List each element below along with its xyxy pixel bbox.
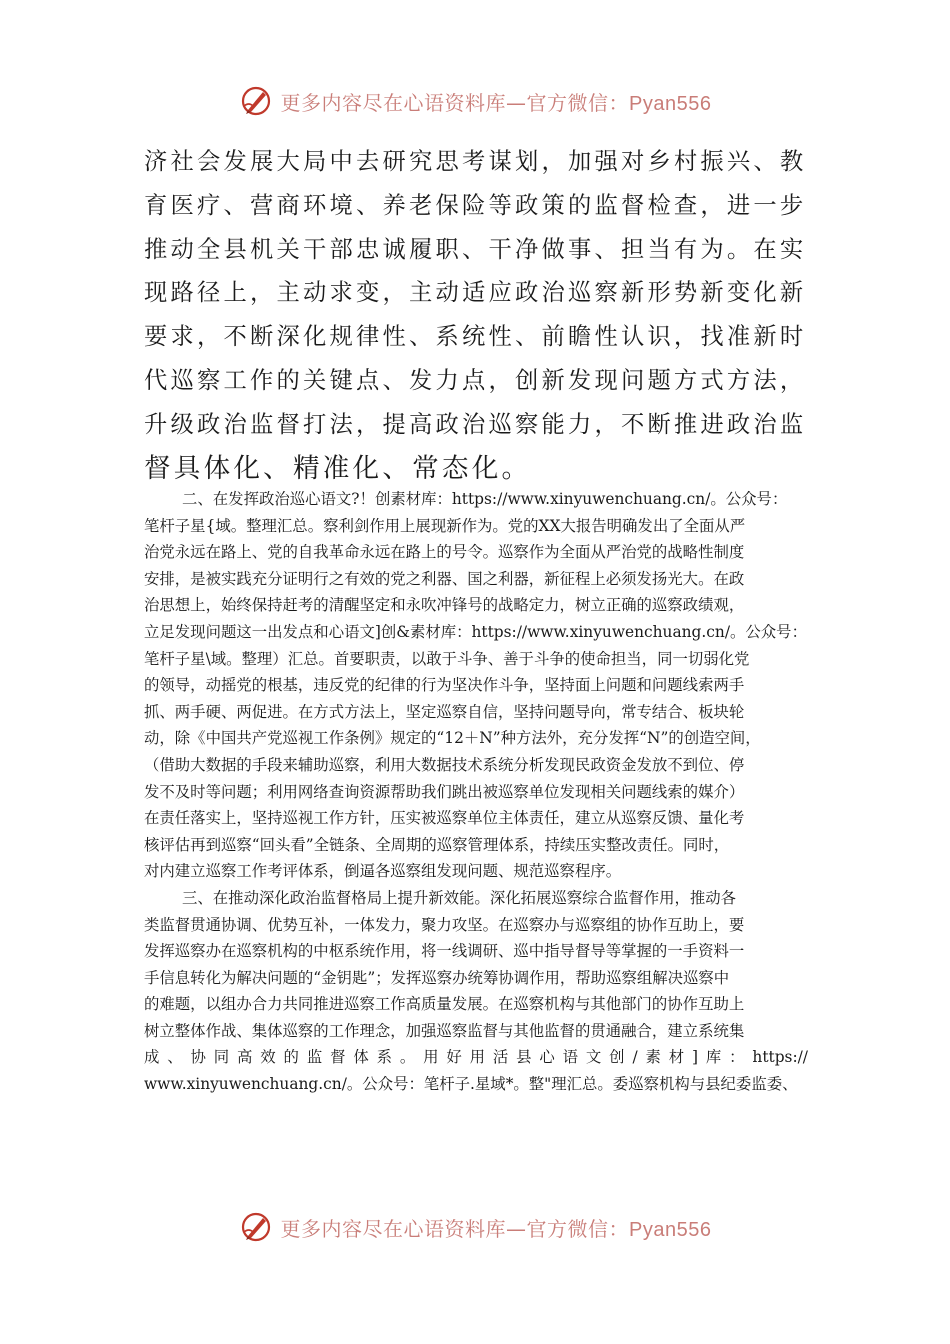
text-line: 育医疗、营商环境、养老保险等政策的监督检查，进一步 xyxy=(144,191,807,219)
text-line: 对内建立巡察工作考评体系，倒逼各巡察组发现问题、规范巡察程序。 xyxy=(144,862,622,881)
text-line: 立足发现问题这一出发点和心语文]创&素材库：https://www.xinyuwenchuang.cn/。公众号： xyxy=(144,622,807,641)
text-line: 二、在发挥政治巡心语文?！创素材库：https://www.xinyuwenchuang.cn/。公众号： xyxy=(182,490,788,508)
text-line: 现路径上，主动求变，主动适应政治巡察新形势新变化新 xyxy=(144,279,807,307)
text-line: 治思想上，始终保持赶考的清醒坚定和永吹冲锋号的战略定力，树立正确的巡察政绩观， xyxy=(144,596,745,615)
text-line: 治党永远在路上、党的自我革命永远在路上的号令。巡察作为全面从严治党的战略性制度 xyxy=(144,543,745,562)
text-line: 手信息转化为解决问题的“金钥匙”；发挥巡察办统筹协调作用，帮助巡察组解决巡察中 xyxy=(144,968,730,987)
footer-banner xyxy=(0,1210,950,1244)
text-line: 动，除《中国共产党巡视工作条例》规定的“12＋N”种方法外，充分发挥“N”的创造空间， xyxy=(144,729,761,748)
text-line: 济社会发展大局中去研究思考谋划，加强对乡村振兴、教 xyxy=(144,148,807,175)
text-line: 推动全县机关干部忠诚履职、干净做事、担当有为。在实 xyxy=(144,235,807,263)
pen-logo-icon xyxy=(239,84,273,118)
banner-text: 更多内容尽在心语资料库—官方微信：Pyan556 xyxy=(280,90,712,115)
text-line: 的难题，以组办合力共同推进巡察工作高质量发展。在巡察机构与其他部门的协作互助上 xyxy=(144,995,745,1014)
text-line: 笔杆子星{域。整理汇总。察利剑作用上展现新作为。党的XX大报告明确发出了全面从严 xyxy=(144,516,746,535)
wechat-id: Pyan556 xyxy=(629,92,712,115)
pen-logo-icon xyxy=(239,1210,273,1244)
text-line: 代巡察工作的关键点、发力点，创新发现问题方式方法， xyxy=(144,366,807,394)
text-line: 的领导，动摇党的根基，违反党的纪律的行为坚决作斗争，坚持面上问题和问题线索两手 xyxy=(144,676,745,695)
text-line: 发不及时等问题；利用网络查询资源帮助我们跳出被巡察单位发现相关问题线索的媒介） xyxy=(144,782,745,801)
text-line: 树立整体作战、集体巡察的工作理念，加强巡察监督与其他监督的贯通融合，建立系统集 xyxy=(144,1021,745,1040)
text-line: 三、在推动深化政治监督格局上提升新效能。深化拓展巡察综合监督作用，推动各 xyxy=(182,888,737,907)
text-line: 核评估再到巡察“回头看”全链条、全周期的巡察管理体系，持续压实整改责任。同时， xyxy=(144,835,730,854)
section-three xyxy=(144,885,808,1098)
text-line: 成、协同高效的监督体系。用好用活县心语文创/素材]库：https:// xyxy=(144,1048,808,1067)
text-line: 发挥巡察办在巡察机构的中枢系统作用，将一线调研、巡中指导督导等掌握的一手资料一 xyxy=(144,942,745,961)
text-line: www.xinyuwenchuang.cn/。公众号：笔杆子.星域*。整"理汇总。委巡察机构与县纪委监委、 xyxy=(144,1075,798,1094)
text-line: 安排，是被实践充分证明行之有效的党之利器、国之利器，新征程上必须发扬光大。在政 xyxy=(144,569,745,588)
text-line: 督具体化、精准化、常态化。 xyxy=(144,452,532,484)
banner-text: 更多内容尽在心语资料库—官方微信：Pyan556 xyxy=(280,1216,712,1241)
text-line: 笔杆子星\域。整理）汇总。首要职责，以敢于斗争、善于斗争的使命担当，同一切弱化党 xyxy=(144,649,750,668)
section-two xyxy=(144,486,808,885)
large-paragraph xyxy=(144,140,808,490)
text-line: （借助大数据的手段来辅助巡察，利用大数据技术系统分析发现民政资金发放不到位、停 xyxy=(144,755,745,774)
text-line: 要求，不断深化规律性、系统性、前瞻性认识，找准新时 xyxy=(144,323,807,351)
text-line: 在责任落实上，坚持巡视工作方针，压实被巡察单位主体责任，建立从巡察反馈、量化考 xyxy=(144,809,745,828)
text-line: 升级政治监督打法，提高政治巡察能力，不断推进政治监 xyxy=(144,410,807,438)
header-banner xyxy=(0,84,950,118)
text-line: 类监督贯通协调、优势互补，一体发力，聚力攻坚。在巡察办与巡察组的协作互助上，要 xyxy=(144,915,745,934)
wechat-id: Pyan556 xyxy=(629,1218,712,1241)
text-line: 抓、两手硬、两促进。在方式方法上，坚定巡察自信，坚持问题导向，常专结合、板块轮 xyxy=(144,702,745,721)
body-sections xyxy=(144,486,808,1098)
